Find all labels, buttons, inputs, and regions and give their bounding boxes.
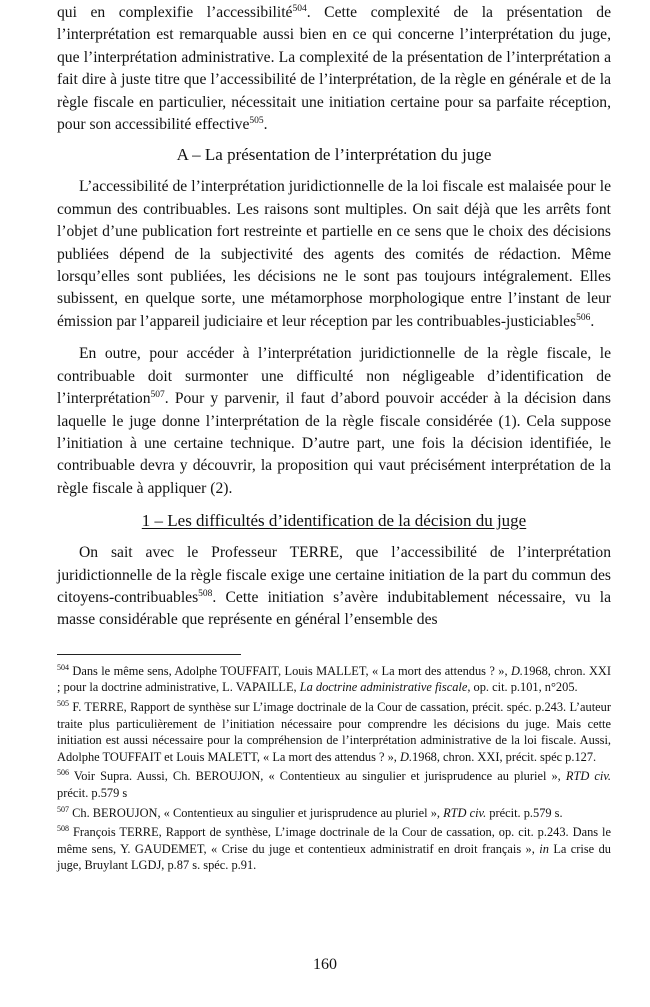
text: précit. p.579 s [57,785,128,800]
text: . [590,312,595,330]
text: D. [400,749,413,764]
text: 1968, chron. XXI ; pour la doctrine administrative, L. VAPAILLE, [57,663,611,695]
text: . [263,116,268,134]
footnote-number: 507 [57,804,69,814]
footnote-504 [57,663,611,696]
text: D. [510,663,523,678]
footnote-ref[interactable]: 506 [576,312,591,323]
document-page [57,2,611,877]
text: Dans le même sens, Adolphe TOUFFAIT, Louis MALLET, « La mort des attendus ? », [72,663,511,678]
text: in [539,841,549,856]
text: . Pour y parvenir, il faut d’abord pouvoir accéder à la décision dans laquelle le juge donne l’interprétation de la règle fiscale considérée (1). Cela suppose l’initiation à une certaine technique. D’autre part, une fois la décision identifiée, le contribuable devra y découvrir, la proposition qui vaut précisément interprétation de la règle fiscale à appliquer (2). [57,390,611,497]
text: précit. p.579 s. [486,805,563,820]
text: qui en complexifie l’accessibilité [57,4,293,21]
footnote-507 [57,805,611,822]
text: RTD civ. [565,769,611,784]
page-number: 160 [313,956,337,973]
paragraph [57,542,611,632]
text: En outre, pour accéder à l’interprétation juridictionnelle de la règle fiscale, le contribuable doit surmonter une difficulté non négligeable d’identification de l’interprétation [57,345,611,408]
footnote-508 [57,824,611,874]
text: RTD civ. [443,805,487,820]
footnote-ref[interactable]: 507 [150,389,165,400]
text: La crise du juge, Bruylant LGDJ, p.87 s. spéc. p.91. [57,841,611,873]
footnote-number: 505 [57,698,69,708]
footnote-ref[interactable]: 505 [249,115,264,126]
text: Voir Supra. Aussi, Ch. BEROUJON, « Contentieux au singulier et jurisprudence au pluriel », [73,769,566,784]
subsection-heading: 1 – Les difficultés d’identification de la décision du juge [141,511,527,531]
paragraph [57,2,611,136]
text: On sait avec le Professeur TERRE, que l’accessibilité de l’interprétation juridictionnelle de la règle fiscale exige une certaine initiation de la part du commun des citoyens-contribuables [57,544,611,606]
footnote-506 [57,768,611,801]
section-heading: A – La présentation de l’interprétation du juge [176,145,492,165]
text: . Cette complexité de la présentation de l’interprétation est remarquable aussi bien en ce qui concerne l’interprétation du juge, que l’interprétation administrative. La complexité de la présentation de l’interprétation a fait dire à juste titre que l’accessibilité de l’interprétation, de la règle en générale et de la règle fiscale en particulier, nécessitait une initiation certaine pour sa parfaite réception, pour son accessibilité effective [57,4,611,134]
text: F. TERRE, Rapport de synthèse sur L’image doctrinale de la Cour de cassation, précit. spéc. p.243. L’auteur traite plus particulièrement de l’initiation nécessaire pour comprendre les décisions du juge. Mais cette initiation est aussi nécessaire pour la compréhension de l’interprétation administrative de la loi fiscale. Aussi, Adolphe TOUFFAIT et Louis MALETT, « La mort des attendus ? », [57,699,611,764]
paragraph [57,343,611,500]
text: . Cette initiation s’avère indubitablement nécessaire, vu la masse considérable que représente en général l’ensemble des [57,588,611,629]
footnote-number: 506 [57,768,69,778]
text: 1968, chron. XXI, précit. spéc p.127. [412,749,597,764]
text: François TERRE, Rapport de synthèse, L’image doctrinale de la Cour de cassation, op. cit. p.243. Dans le même sens, Y. GAUDEMET, « Crise du juge et contentieux administratif en droit français », [57,825,612,856]
footnote-separator [57,654,241,655]
text: L’accessibilité de l’interprétation juridictionnelle de la loi fiscale est malaisée pour le commun des contribuables. Les raisons sont multiples. On sait déjà que les arrêts font l’objet d’une publication fort restreinte et partielle en ce sens que le choix des décisions publiées dépend de la subjectivité des agents des comités de rédaction. Même lorsqu’elles sont publiées, les décisions ne le sont pas toujours intégralement. Elles subissent, en quelque sorte, une métamorphose morphologique entre l’instant de leur émission par l’appareil judiciaire et leur réception par les contribuables-justiciables [57,178,611,330]
footnote-ref[interactable]: 508 [198,588,213,599]
text: Ch. BEROUJON, « Contentieux au singulier et jurisprudence au pluriel », [72,805,444,820]
text: , op. cit. p.101, n°205. [467,680,578,695]
footnote-number: 508 [57,823,69,833]
footnote-ref[interactable]: 504 [292,3,307,14]
paragraph [57,176,611,333]
text: La doctrine administrative fiscale [299,680,468,695]
footnote-number: 504 [57,662,69,672]
footnote-505 [57,699,611,765]
